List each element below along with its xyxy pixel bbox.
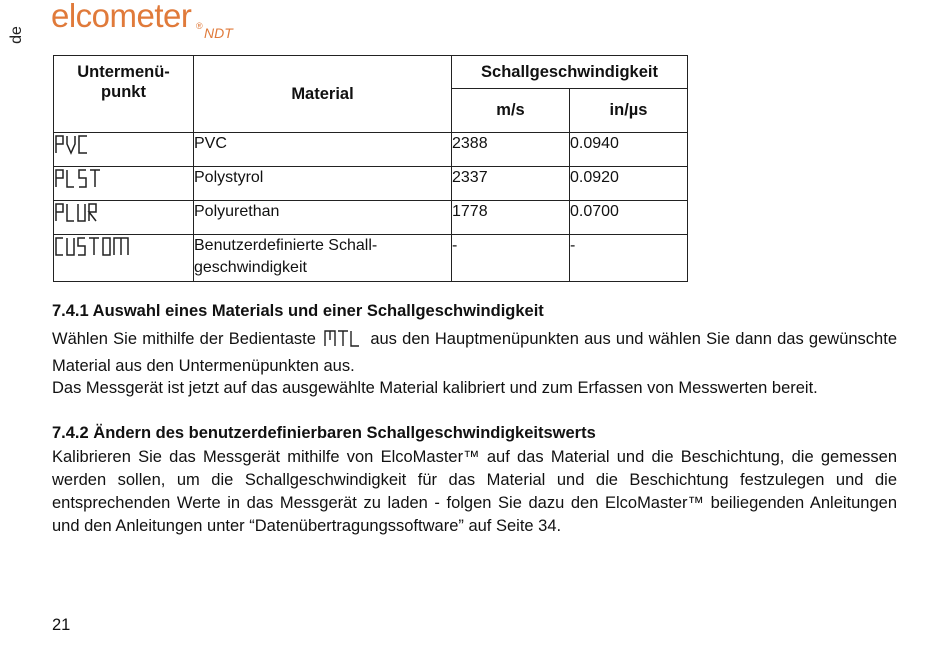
material-name: Benutzerdefinierte Schall- geschwindigkeit	[194, 235, 452, 282]
table-row	[54, 133, 688, 167]
velocity-ms: 1778	[452, 201, 570, 235]
header-velocity: Schallgeschwindigkeit	[452, 56, 688, 89]
lcd-code-plur	[54, 201, 194, 235]
section-7-4-1-paragraph: Wählen Sie mithilfe der Bedientaste aus den Hauptmenüpunkten aus und wählen Sie dann das gewünschte Material aus den Untermenüpunkten aus.	[52, 330, 897, 375]
material-name: Polyurethan	[194, 201, 452, 235]
velocity-inus: -	[570, 235, 688, 282]
header-material: Material	[194, 56, 452, 133]
svg-text:elcometer: elcometer	[51, 0, 192, 34]
svg-text:NDT: NDT	[204, 25, 233, 41]
table-row	[54, 235, 688, 282]
header-inus: in/µs	[570, 89, 688, 133]
velocity-inus: 0.0940	[570, 133, 688, 167]
lcd-code-pvc	[54, 133, 194, 167]
elcometer-logo	[51, 0, 251, 44]
velocity-inus: 0.0920	[570, 167, 688, 201]
lcd-code-custom	[54, 235, 194, 282]
mtl-key-icon	[323, 328, 363, 355]
material-table	[53, 55, 688, 282]
lcd-code-plst	[54, 167, 194, 201]
velocity-ms: -	[452, 235, 570, 282]
table-row	[54, 167, 688, 201]
material-name: PVC	[194, 133, 452, 167]
velocity-inus: 0.0700	[570, 201, 688, 235]
header-ms: m/s	[452, 89, 570, 133]
svg-text:®: ®	[196, 21, 203, 31]
material-name: Polystyrol	[194, 167, 452, 201]
velocity-ms: 2388	[452, 133, 570, 167]
velocity-ms: 2337	[452, 167, 570, 201]
section-7-4-1-note: Das Messgerät ist jetzt auf das ausgewählte Material kalibriert und zum Erfassen von Messwerten bereit.	[52, 379, 818, 397]
language-tab: de	[7, 26, 25, 44]
section-heading-7-4-1: 7.4.1 Auswahl eines Materials und einer Schallgeschwindigkeit	[52, 302, 544, 320]
section-7-4-2-paragraph: Kalibrieren Sie das Messgerät mithilfe von ElcoMaster™ auf das Material und die Beschichtung, die gemessen werden sollen, um die Schallgeschwindigkeit für das Material und die Beschichtung festzulegen und die entsprechenden Werte in das Messgerät zu laden - folgen Sie dazu den ElcoMaster™ beiliegenden Anleitungen und den Anleitungen unter “Datenübertragungssoftware” auf Seite 34.	[52, 448, 897, 535]
table-row	[54, 201, 688, 235]
header-submenu: Untermenü- punkt	[54, 56, 194, 133]
page-number: 21	[52, 616, 71, 634]
section-heading-7-4-2: 7.4.2 Ändern des benutzerdefinierbaren Schallgeschwindigkeitswerts	[52, 424, 596, 442]
